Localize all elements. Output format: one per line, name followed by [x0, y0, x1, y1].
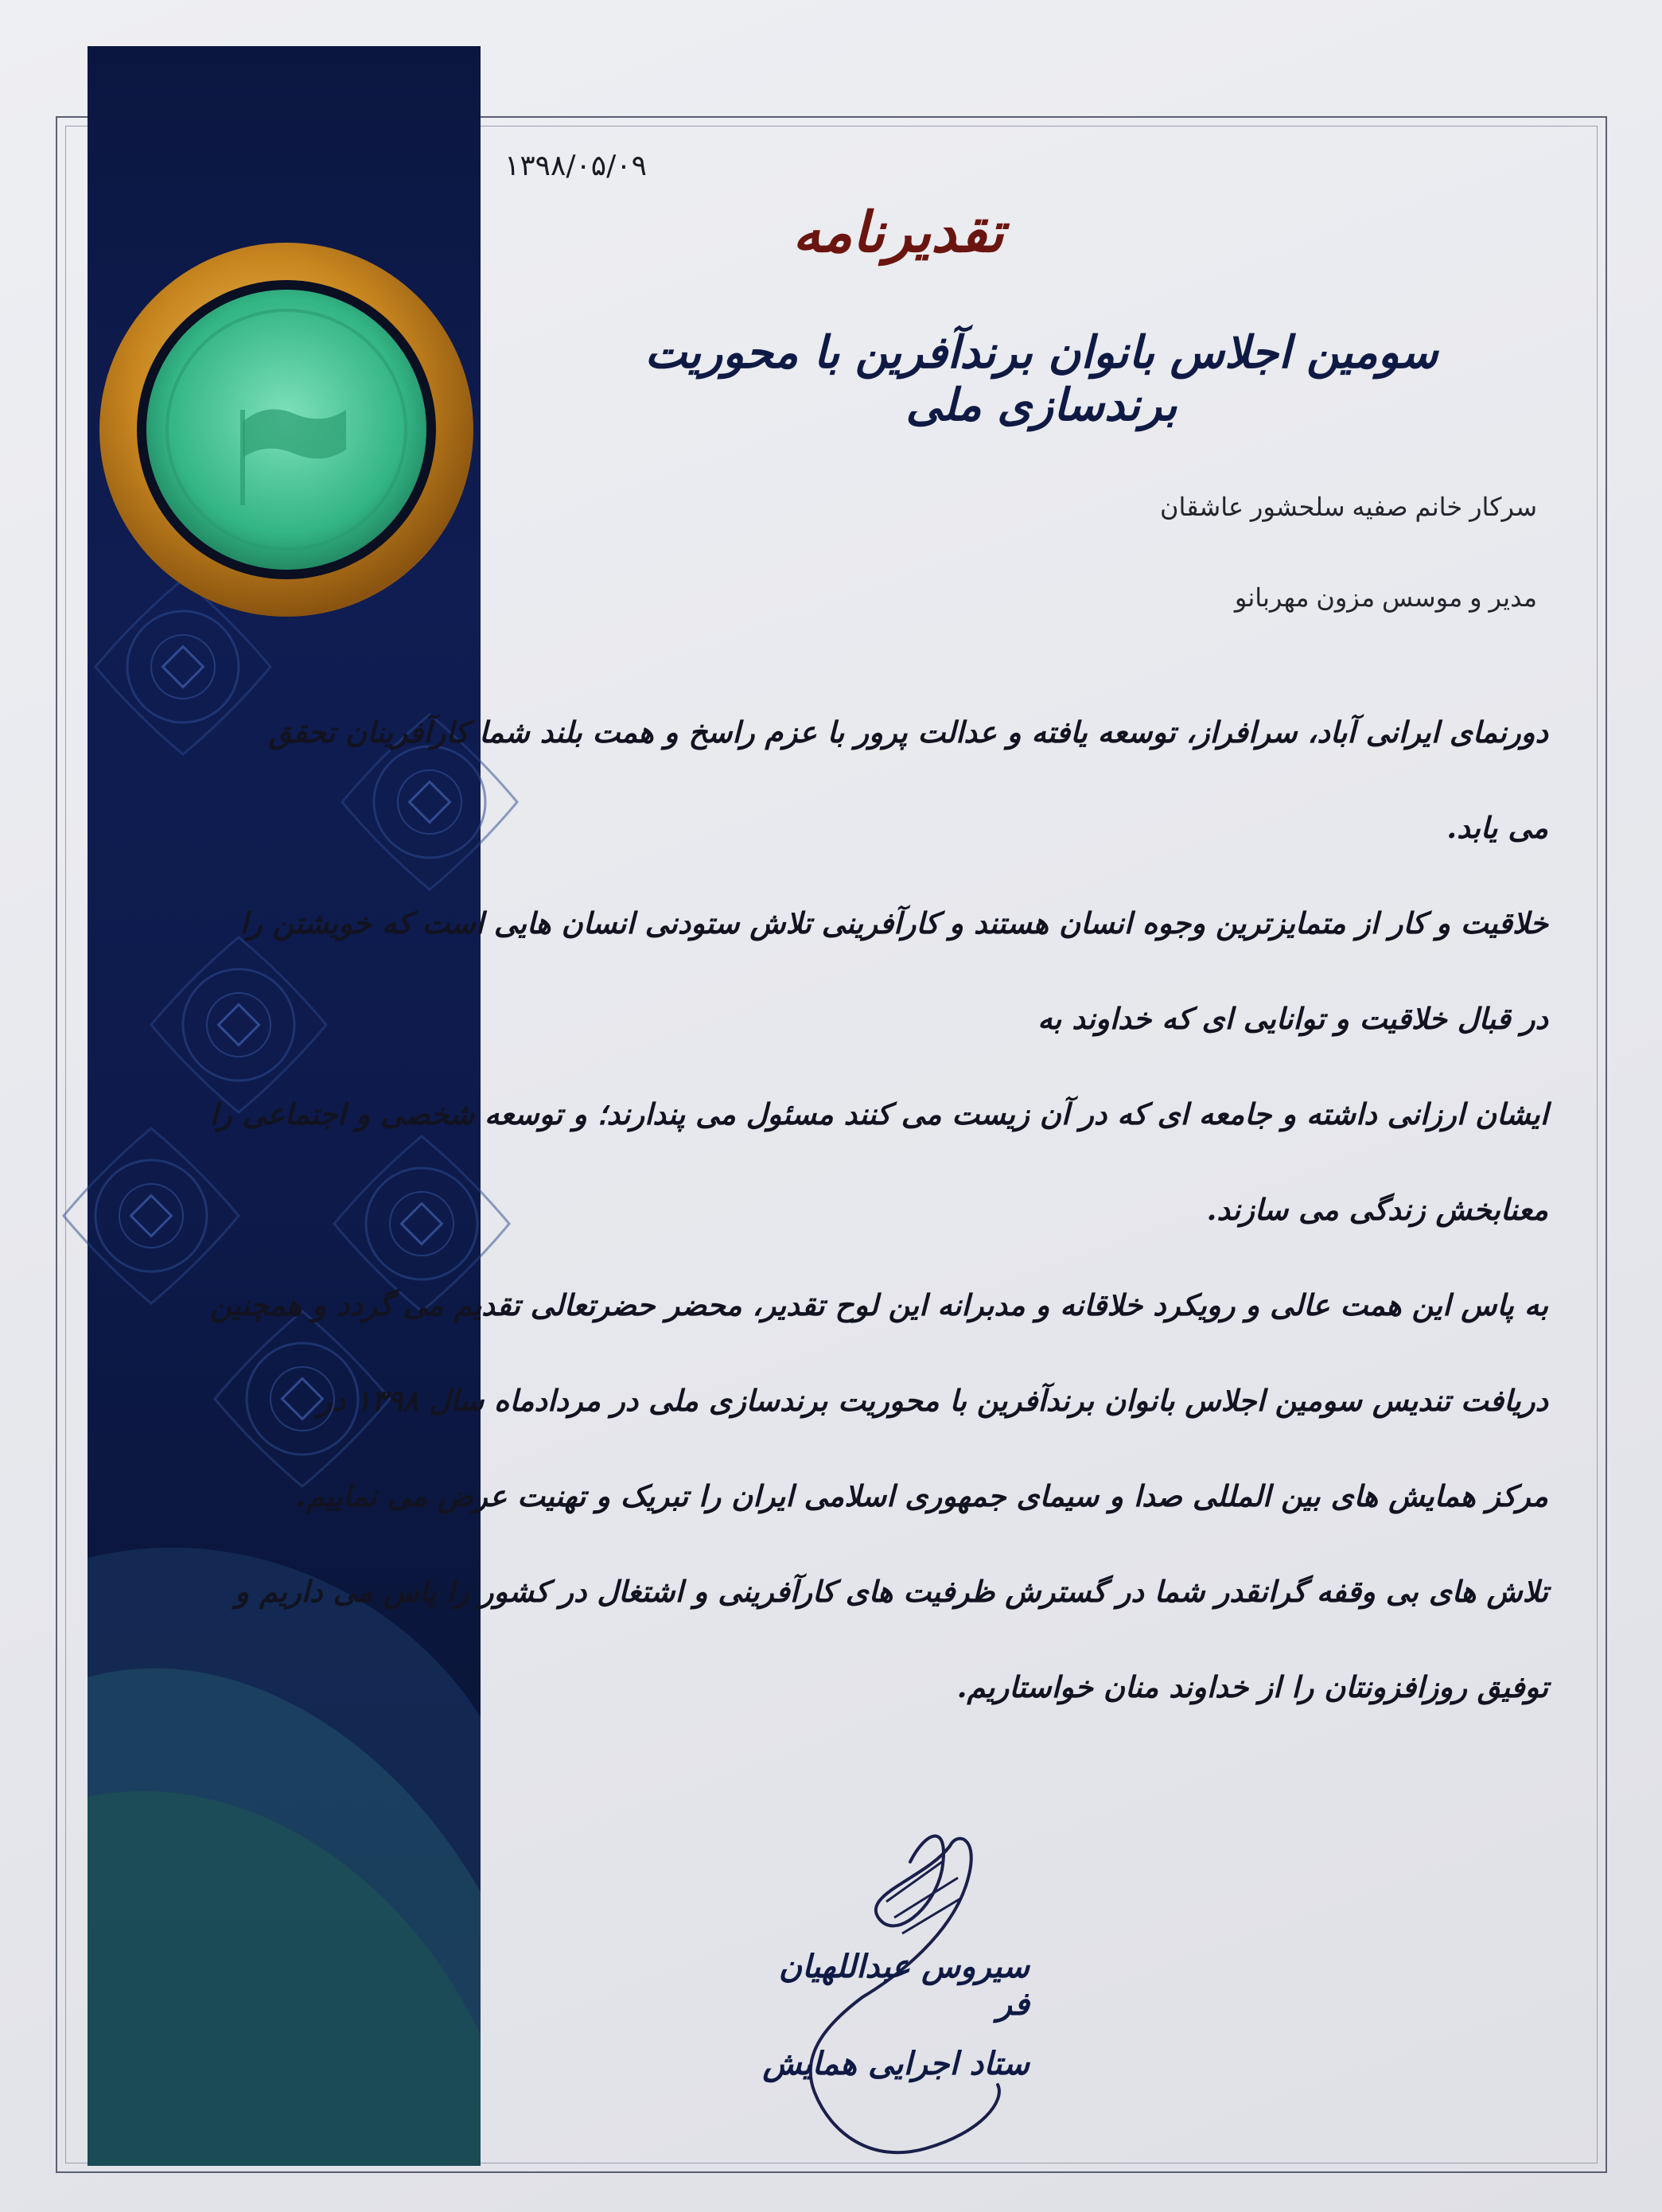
signature-block [743, 1814, 1093, 2180]
body-line: به پاس این همت عالی و رویکرد خلاقانه و مدبرانه این لوح تقدیر، محضر حضرتعالی تقدیم می گردد و همچنین [210, 1287, 1548, 1322]
body-line: توفیق روزافزونتان را از خداوند منان خواستاریم. [956, 1669, 1548, 1704]
certificate-heading: تقدیرنامه [792, 199, 1004, 265]
body-line: در قبال خلاقیت و توانایی ای که خداوند به [1037, 1001, 1548, 1036]
appreciation-body [209, 684, 1548, 1735]
signer-name: سیروس عبداللهیان فر [778, 1948, 1030, 2023]
body-line: دورنمای ایرانی آباد، سرافراز، توسعه یافته و عدالت پرور با عزم راسخ و همت بلند شما کارآفرینان تحقق [268, 715, 1548, 750]
body-line: می یابد. [1446, 810, 1548, 845]
body-line: دریافت تندیس سومین اجلاس بانوان برندآفرین با محوریت برندسازی ملی در مردادماه سال ۱۳۹۸ در [317, 1383, 1548, 1418]
recipient-name: سرکار خانم صفیه سلحشور عاشقان [1159, 493, 1537, 521]
body-line: تلاش های بی وقفه گرانقدر شما در گسترش ظرفیت های کارآفرینی و اشتغال در کشور را پاس می داریم و [235, 1574, 1548, 1609]
gold-seal-emblem [88, 243, 485, 617]
body-line: مرکز همایش های بین المللی صدا و سیمای جمهوری اسلامی ایران را تبریک و تهنیت عرض می نماییم. [295, 1478, 1548, 1513]
body-line: معنابخش زندگی می سازند. [1206, 1192, 1548, 1227]
body-line: ایشان ارزانی داشته و جامعه ای که در آن زیست می کنند مسئول می پندارند؛ و توسعه شخصی و اجتماعی را [209, 1096, 1548, 1131]
signer-organization: ستاد اجرایی همایش [762, 2045, 1030, 2082]
issue-date: ۱۳۹۸/۰۵/۰۹ [504, 150, 647, 182]
recipient-role: مدیر و موسس مزون مهربانو [1234, 583, 1537, 612]
certificate-content [209, 119, 1586, 2172]
event-title: سومین اجلاس بانوان برندآفرین با محوریت برندسازی ملی [644, 326, 1438, 431]
body-line: خلاقیت و کار از متمایزترین وجوه انسان هستند و کارآفرینی تلاش ستودنی انسان هایی است که خویشتن را [239, 905, 1548, 940]
